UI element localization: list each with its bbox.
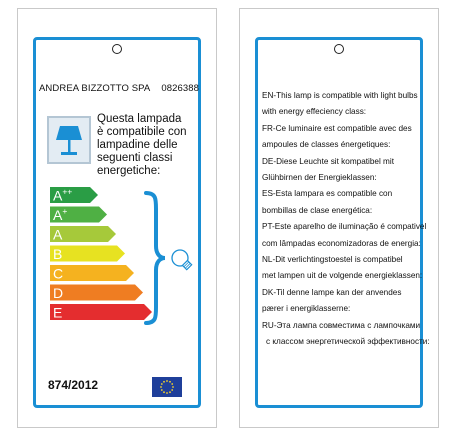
energy-class-letter: A++ [53,186,73,204]
compat-line: lampadine delle [97,139,178,151]
energy-class-arrow [50,285,143,301]
eu-star [163,391,165,393]
multilingual-line: PT-Este aparelho de iluminação é compativel [262,222,427,232]
compat-line: Questa lampada [97,113,182,125]
multilingual-line: EN-This lamp is compatible with light bulbs [262,91,418,100]
eu-star [163,381,165,383]
product-code: 0826388 [161,83,199,94]
multilingual-line: pærer i energiklasserne: [262,304,351,314]
eu-star [171,383,173,385]
eu-star [166,392,168,394]
eu-star [169,391,171,393]
multilingual-line: DE-Diese Leuchte sit kompatibel mit [262,156,394,166]
multilingual-line: FR-Ce luminaire est compatible avec des [262,123,412,133]
regulation-number: 874/2012 [48,378,99,392]
multilingual-line: bombillas de clase energética: [262,205,373,215]
compat-line: è compatibile con [97,126,187,138]
energy-class-letter: A+ [53,206,68,223]
eu-star [160,386,162,388]
energy-class-letter: D [53,285,64,301]
energy-class-letter: B [53,246,63,262]
energy-class-letter: E [53,304,63,321]
multilingual-line: NL-Dit verlichtingstoestel is compatibel [262,255,403,265]
energy-class-letter: A [53,226,63,243]
hang-hole [334,44,344,54]
brand-name: ANDREA BIZZOTTO SPA [39,83,151,94]
multilingual-line: with energy effeciency class: [262,107,367,117]
multilingual-line: ampoules de classes énergetiques: [262,140,391,150]
multilingual-line: Glühbirnen der Energieklassen: [262,173,377,183]
energy-class-letter: C [53,265,64,282]
eu-star [161,389,163,391]
compat-line: seguenti classi [97,152,173,164]
light-bulb-icon [169,247,195,273]
eu-star [169,381,171,383]
multilingual-line: met lampen uit de volgende energieklassen: [262,271,423,281]
multilingual-line: ES-Esta lampara es compatible con [262,189,393,199]
eu-star [172,386,174,388]
eu-star [161,383,163,385]
multilingual-line: с классом энергетической эффективности: [266,337,430,347]
energy-class-arrow [50,304,152,320]
eu-flag-icon [152,377,182,397]
curly-bracket [146,193,165,323]
eu-star [166,380,168,382]
compat-line: energetiche: [97,165,161,177]
eu-star [171,389,173,391]
multilingual-text [262,88,437,351]
multilingual-line: com lâmpadas economizadoras de energia: [262,238,421,248]
multilingual-line: RU-Эта лампа совместима с лампочками [262,320,421,330]
multilingual-line: DK-Til denne lampe kan der anvendes [262,287,402,297]
